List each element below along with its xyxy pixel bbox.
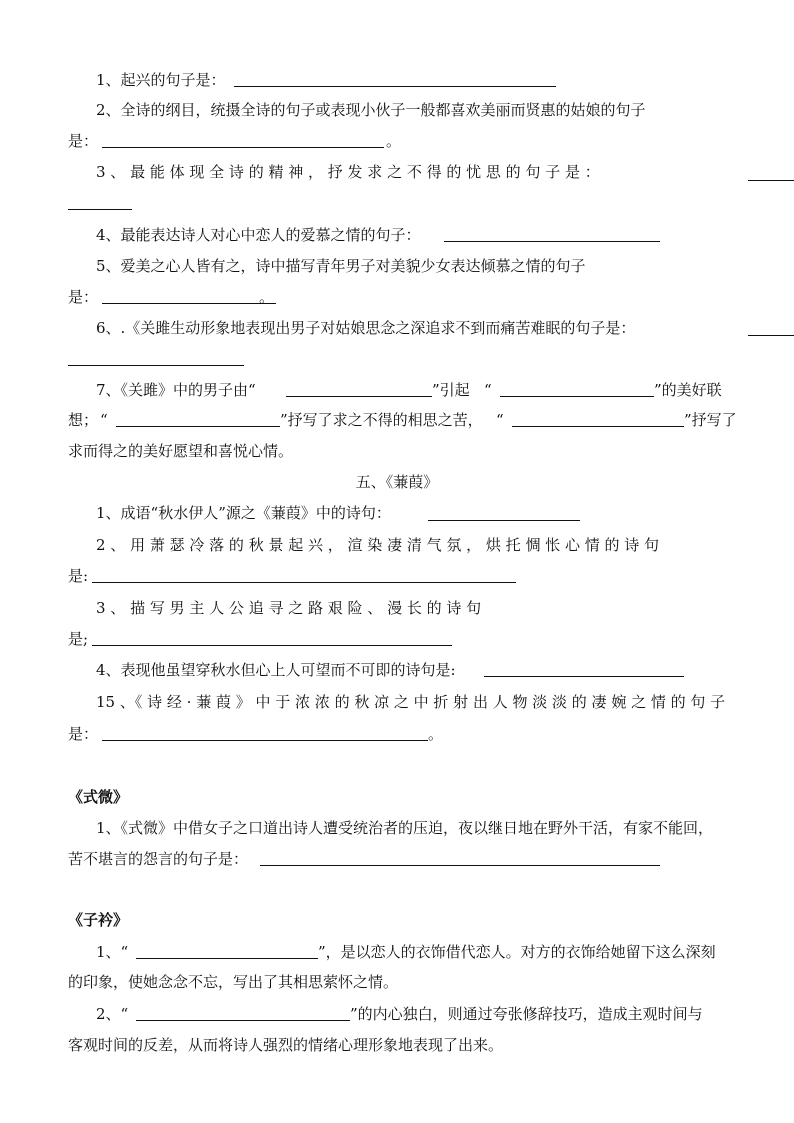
question-5-cont: 是：: [68, 288, 99, 306]
answer-blank[interactable]: [92, 582, 516, 583]
answer-blank[interactable]: [92, 645, 452, 646]
jianjia-q2: 2 、 用 萧 瑟 冷 落 的 秋 景 起 兴 ， 渲 染 凄 清 气 氛 ， 烘 托 惆 怅 心 情 的 诗 句: [96, 536, 660, 554]
answer-blank[interactable]: [136, 958, 318, 959]
zijin-q1: 1、“: [96, 943, 129, 961]
jianjia-q2-cont: 是:: [68, 567, 89, 585]
answer-blank[interactable]: [444, 241, 660, 242]
question-3: 3 、 最 能 体 现 全 诗 的 精 神 ， 抒 发 求 之 不 得 的 忧 思 的 句 子 是 ：: [96, 163, 600, 181]
section-title-zijin: 《子衿》: [68, 911, 129, 929]
answer-blank[interactable]: [748, 180, 794, 181]
jianjia-q15-cont: 是：: [68, 725, 99, 743]
text: ”抒写了: [684, 411, 737, 429]
period: 。: [428, 725, 444, 743]
text: “: [484, 381, 492, 399]
text: ”的美好联: [654, 381, 722, 399]
answer-blank[interactable]: [136, 1020, 350, 1021]
question-4: 4、最能表达诗人对心中恋人的爱慕之情的句子：: [96, 226, 421, 244]
jianjia-q15: 15 、《 诗 经 · 蒹 葭 》 中 于 浓 浓 的 秋 凉 之 中 折 射 出 人 物 淡 淡 的 凄 婉 之 情 的 句 子: [96, 693, 726, 711]
question-6: 6、.《关雎生动形象地表现出男子对姑娘思念之深追求不到而痛苦难眠的句子是：: [96, 319, 636, 337]
question-2-cont: 是：: [68, 132, 99, 150]
answer-blank[interactable]: [234, 86, 556, 87]
zijin-q2: 2、“: [96, 1005, 129, 1023]
answer-blank[interactable]: [68, 209, 132, 210]
answer-blank[interactable]: [102, 303, 276, 304]
jianjia-q3-cont: 是;: [68, 630, 89, 648]
answer-blank[interactable]: [102, 147, 384, 148]
section-title-jianjia: 五、《蒹葭》: [355, 473, 439, 491]
answer-blank[interactable]: [512, 426, 684, 427]
text: ”引起: [432, 381, 470, 399]
jianjia-q1: 1、成语“秋水伊人”源之《蒹葭》中的诗句：: [96, 504, 391, 522]
answer-blank[interactable]: [748, 335, 794, 336]
answer-blank[interactable]: [260, 865, 660, 866]
question-2: 2、全诗的纲目，统摄全诗的句子或表现小伙子一般都喜欢美丽而贤惠的姑娘的句子: [96, 101, 646, 119]
text: ”，是以恋人的衣饰借代恋人。对方的衣饰给她留下这么深刻: [318, 943, 716, 961]
answer-blank[interactable]: [484, 676, 684, 677]
section-title-shiwei: 《式微》: [68, 788, 129, 806]
text: “: [100, 411, 108, 429]
shiwei-q1-cont: 苦不堪言的怨言的句子是：: [68, 850, 249, 868]
text: ”的内心独白，则通过夸张修辞技巧，造成主观时间与: [350, 1005, 703, 1023]
jianjia-q4: 4、表现他虽望穿秋水但心上人可望而不可即的诗句是:: [96, 661, 456, 679]
question-1: 1、起兴的句子是：: [96, 71, 226, 89]
answer-blank[interactable]: [286, 396, 432, 397]
text: 想；: [68, 411, 99, 429]
zijin-q1-cont: 的印象，使她念念不忘，写出了其相思萦怀之情。: [68, 973, 399, 991]
answer-blank[interactable]: [116, 426, 280, 427]
question-5: 5、爱美之心人皆有之，诗中描写青年男子对美貌少女表达倾慕之情的句子: [96, 257, 586, 275]
answer-blank[interactable]: [102, 740, 428, 741]
period: 。: [386, 132, 402, 150]
jianjia-q3: 3 、 描 写 男 主 人 公 追 寻 之 路 艰 险 、 漫 长 的 诗 句: [96, 599, 482, 617]
answer-blank[interactable]: [500, 396, 654, 397]
text: “: [496, 411, 504, 429]
answer-blank[interactable]: [428, 520, 580, 521]
question-7: 7、《关雎》中的男子由“: [96, 381, 256, 399]
answer-blank[interactable]: [68, 365, 244, 366]
question-7-cont: 求而得之的美好愿望和喜悦心情。: [68, 442, 294, 460]
shiwei-q1: 1、《式微》中借女子之口道出诗人遭受统治者的压迫，夜以继日地在野外干活，有家不能回，: [96, 819, 714, 837]
text: ”抒写了求之不得的相思之苦，: [280, 411, 483, 429]
period: 。: [259, 288, 275, 306]
zijin-q2-cont: 客观时间的反差，从而将诗人强烈的情绪心理形象地表现了出来。: [68, 1036, 504, 1054]
